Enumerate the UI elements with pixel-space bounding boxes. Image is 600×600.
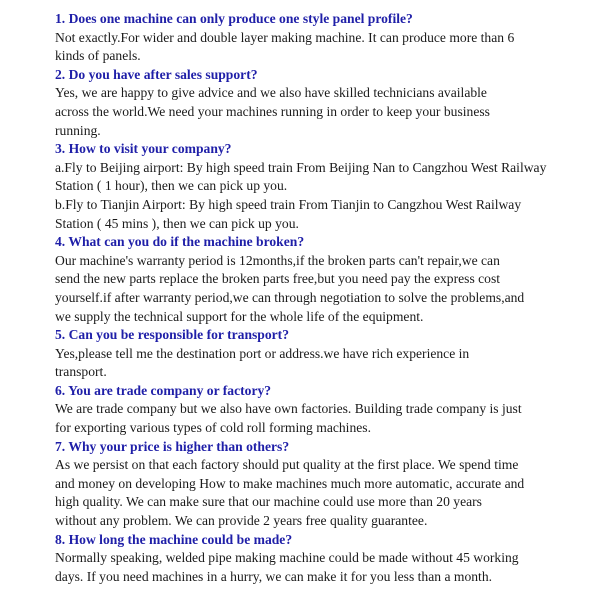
faq-item-4 xyxy=(55,233,595,326)
faq-question: 6. You are trade company or factory? xyxy=(55,382,272,398)
faq-question: 4. What can you do if the machine broken? xyxy=(55,234,305,250)
faq-answer: Our machine's warranty period is 12months,if the broken parts can't repair,we can send the new parts replace the broken parts free,but you need pay the express cost yourself.if after warranty period,we can through negotiation to solve the problems,and we supply the technical support for the whole life of the equipment. xyxy=(55,252,525,324)
faq-question: 3. How to visit your company? xyxy=(55,141,232,157)
faq-question: 8. How long the machine could be made? xyxy=(55,531,293,547)
faq-answer: As we persist on that each factory should put quality at the first place. We spend time and money on developing How to make machines much more automatic, accurate and high quality. We can make sure that our machine could use more than 20 years without any problem. We can provide 2 years free quality guarantee. xyxy=(55,457,525,529)
faq-answer: a.Fly to Beijing airport: By high speed train From Beijing Nan to Cangzhou West Railway Station ( 1 hour), then we can pick up you. b.Fly to Tianjin Airport: By high speed train From Tianjin to Cangzhou West Railway Station ( 45 mins ), then we can pick up you. xyxy=(55,159,547,231)
faq-item-1 xyxy=(55,10,595,66)
faq-answer: Yes,please tell me the destination port or address.we have rich experience in transport. xyxy=(55,345,470,380)
faq-item-8 xyxy=(55,531,595,587)
faq-question: 1. Does one machine can only produce one style panel profile? xyxy=(55,11,413,26)
faq-answer: Not exactly.For wider and double layer making machine. It can produce more than 6 kinds of panels. xyxy=(55,29,515,64)
faq-answer: Yes, we are happy to give advice and we also have skilled technicians available across the world.We need your machines running in order to keep your business running. xyxy=(55,85,490,138)
faq-item-7 xyxy=(55,438,595,531)
faq-item-6 xyxy=(55,382,595,438)
faq-question: 5. Can you be responsible for transport? xyxy=(55,327,290,343)
faq-question: 7. Why your price is higher than others? xyxy=(55,438,290,454)
faq-item-3 xyxy=(55,140,595,233)
faq-item-2 xyxy=(55,66,595,140)
faq-answer: We are trade company but we also have own factories. Building trade company is just for exporting various types of cold roll forming machines. xyxy=(55,401,522,436)
faq-item-5 xyxy=(55,326,595,382)
faq-answer: Normally speaking, welded pipe making machine could be made without 45 working days. If you need machines in a hurry, we can make it for you less than a month. xyxy=(55,550,519,584)
faq-question: 2. Do you have after sales support? xyxy=(55,66,258,82)
faq-list xyxy=(55,10,595,586)
